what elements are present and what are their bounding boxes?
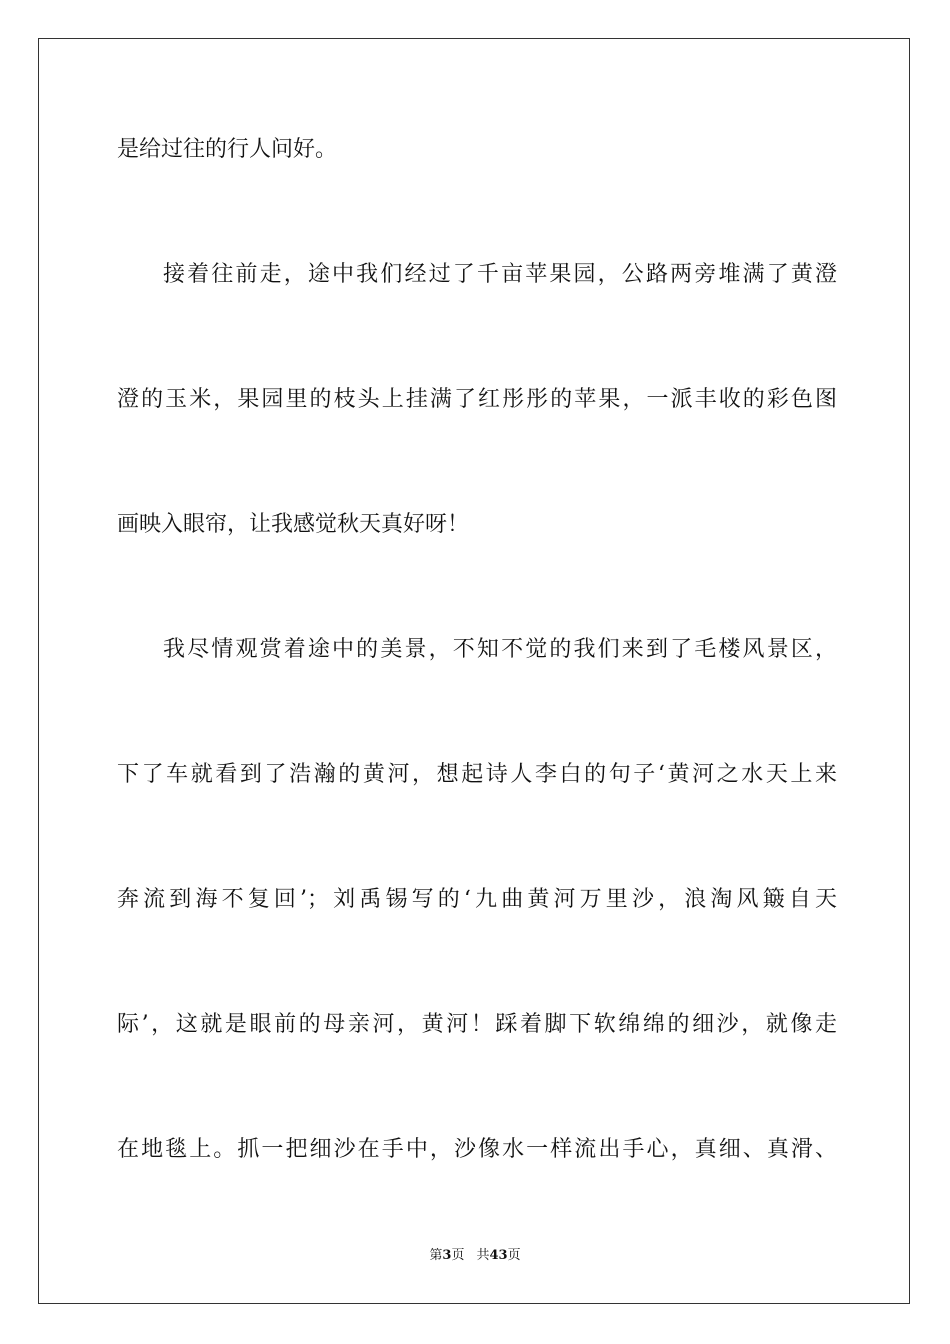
page-suffix: 页 xyxy=(451,1248,465,1263)
paragraph-3-line-2: 下了车就看到了浩瀚的黄河，想起诗人李白的句子‘黄河之水天上来 xyxy=(117,762,837,787)
paragraph-3-line-3: 奔流到海不复回’；刘禹锡写的‘九曲黄河万里沙，浪淘风簸自天 xyxy=(117,887,837,912)
page-prefix: 第 xyxy=(429,1248,443,1263)
page-number: 3 xyxy=(442,1248,452,1263)
page-border xyxy=(38,38,910,1304)
paragraph-2-line-3: 画映入眼帘，让我感觉秋天真好呀！ xyxy=(117,512,470,537)
total-prefix: 共 xyxy=(476,1248,490,1263)
total-pages: 43 xyxy=(489,1248,508,1263)
page-footer xyxy=(0,1247,950,1265)
paragraph-2-line-2: 澄的玉米，果园里的枝头上挂满了红彤彤的苹果，一派丰收的彩色图 xyxy=(117,387,837,412)
paragraph-3-line-5: 在地毯上。抓一把细沙在手中，沙像水一样流出手心，真细、真滑、 xyxy=(117,1137,837,1162)
paragraph-2-line-1: 接着往前走，途中我们经过了千亩苹果园，公路两旁堆满了黄澄 xyxy=(163,262,837,287)
paragraph-3-line-1: 我尽情观赏着途中的美景，不知不觉的我们来到了毛楼风景区， xyxy=(163,637,837,662)
total-suffix: 页 xyxy=(507,1248,521,1263)
text-line-1: 是给过往的行人问好。 xyxy=(117,137,338,162)
paragraph-3-line-4: 际’，这就是眼前的母亲河，黄河！踩着脚下软绵绵的细沙，就像走 xyxy=(117,1012,837,1037)
